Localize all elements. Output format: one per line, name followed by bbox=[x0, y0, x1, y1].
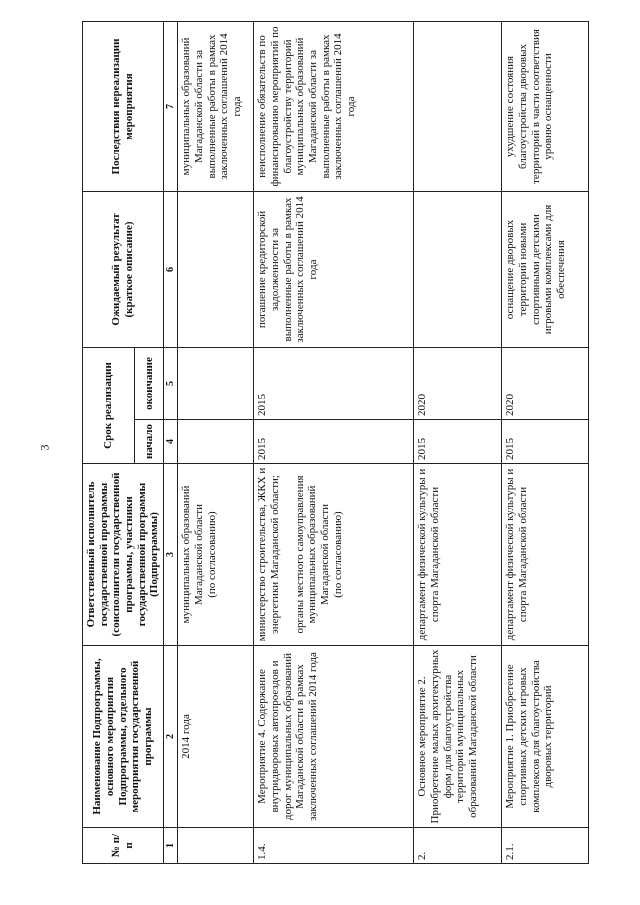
row-result bbox=[178, 191, 254, 347]
col-number: 6 bbox=[163, 191, 178, 347]
row-executor bbox=[502, 464, 589, 646]
executor-line: (по согласованию) bbox=[205, 511, 218, 598]
executor-line: департамент физической культуры и спорта Магаданской области bbox=[416, 468, 441, 641]
table-row bbox=[502, 21, 589, 863]
row-name: Основное мероприятие 2. Приобретение малых архитектурных форм для благоустройства территорий муниципальных образований Магаданской области bbox=[414, 646, 502, 828]
executor-line: департамент физической культуры и спорта Магаданской области bbox=[504, 468, 529, 641]
col-number: 7 bbox=[163, 21, 178, 191]
row-executor bbox=[178, 464, 254, 646]
row-result: погашение кредиторской задолженности за выполненные работы в рамках заключенных соглашений 2014 года bbox=[254, 191, 414, 347]
row-result bbox=[414, 191, 502, 347]
row-name: Мероприятие 1. Приобретение спортивных детских игровых комплексов для благоустройства дворовых территорий bbox=[502, 646, 589, 828]
col-number: 4 bbox=[163, 420, 178, 464]
row-start: 2015 bbox=[502, 420, 589, 464]
executor-line: муниципальных образований Магаданской области bbox=[180, 485, 205, 624]
header-name: Наименование Подпрограммы, основного мероприятия Подпрограммы, отдельного мероприятия государственной программы bbox=[83, 646, 164, 828]
row-consequences: неисполнение обязательств по финансированию мероприятий по благоустройству территорий муниципальных образований Магаданской области за выполненные работы в рамках заключенных соглашений 2014 года bbox=[254, 21, 414, 191]
row-consequences: муниципальных образований Магаданской области за выполненные работы в рамках заключенных соглашений 2014 года bbox=[178, 21, 254, 191]
header-executor: Ответственный исполнитель государственной программы (соисполнители государственной программы, участники государственной программы (Подпрограммы) bbox=[83, 464, 164, 646]
row-start bbox=[178, 420, 254, 464]
col-number: 2 bbox=[163, 646, 178, 828]
col-number: 5 bbox=[163, 347, 178, 419]
table-row bbox=[254, 21, 414, 863]
row-executor bbox=[414, 464, 502, 646]
row-result: оснащение дворовых территорий новыми спортивными детскими игровыми комплексами для обеспечения bbox=[502, 191, 589, 347]
row-consequences: ухудшение состояния благоустройства дворовых территорий в части соответствия уровню оснащенности bbox=[502, 21, 589, 191]
page-number: 3 bbox=[37, 444, 52, 451]
row-no: 2. bbox=[414, 828, 502, 864]
row-executor bbox=[254, 464, 414, 646]
header-period: Срок реализации bbox=[83, 347, 135, 463]
table-row bbox=[414, 21, 502, 863]
row-no bbox=[178, 828, 254, 864]
rotated-page bbox=[82, 22, 589, 864]
row-end: 2015 bbox=[254, 347, 414, 419]
row-no: 2.1. bbox=[502, 828, 589, 864]
col-number: 3 bbox=[163, 464, 178, 646]
table-row bbox=[178, 21, 254, 863]
column-number-row bbox=[163, 21, 178, 863]
row-end bbox=[178, 347, 254, 419]
col-number: 1 bbox=[163, 828, 178, 864]
program-table bbox=[82, 21, 589, 864]
executor-line: (по согласованию) bbox=[331, 511, 344, 598]
row-start: 2015 bbox=[254, 420, 414, 464]
header-row bbox=[83, 21, 135, 863]
row-consequences bbox=[414, 21, 502, 191]
row-start: 2015 bbox=[414, 420, 502, 464]
row-end: 2020 bbox=[502, 347, 589, 419]
header-end: окончание bbox=[134, 347, 163, 419]
executor-line: министерство строительства, ЖКХ и энергетики Магаданской области; bbox=[256, 467, 281, 642]
header-consequences: Последствия нереализации мероприятия bbox=[83, 21, 164, 191]
header-result: Ожидаемый результат (краткое описание) bbox=[83, 191, 164, 347]
header-start: начало bbox=[134, 420, 163, 464]
executor-line: органы местного самоуправления муниципальных образований Магаданской области bbox=[293, 475, 331, 634]
row-name: 2014 года bbox=[178, 646, 254, 828]
row-no: 1.4. bbox=[254, 828, 414, 864]
header-no: № п/п bbox=[83, 828, 164, 864]
row-end: 2020 bbox=[414, 347, 502, 419]
row-name: Мероприятие 4. Содержание внутридворовых автопроездов и дорог муниципальных образований Магаданской области в рамках заключенных соглашений 2014 года bbox=[254, 646, 414, 828]
